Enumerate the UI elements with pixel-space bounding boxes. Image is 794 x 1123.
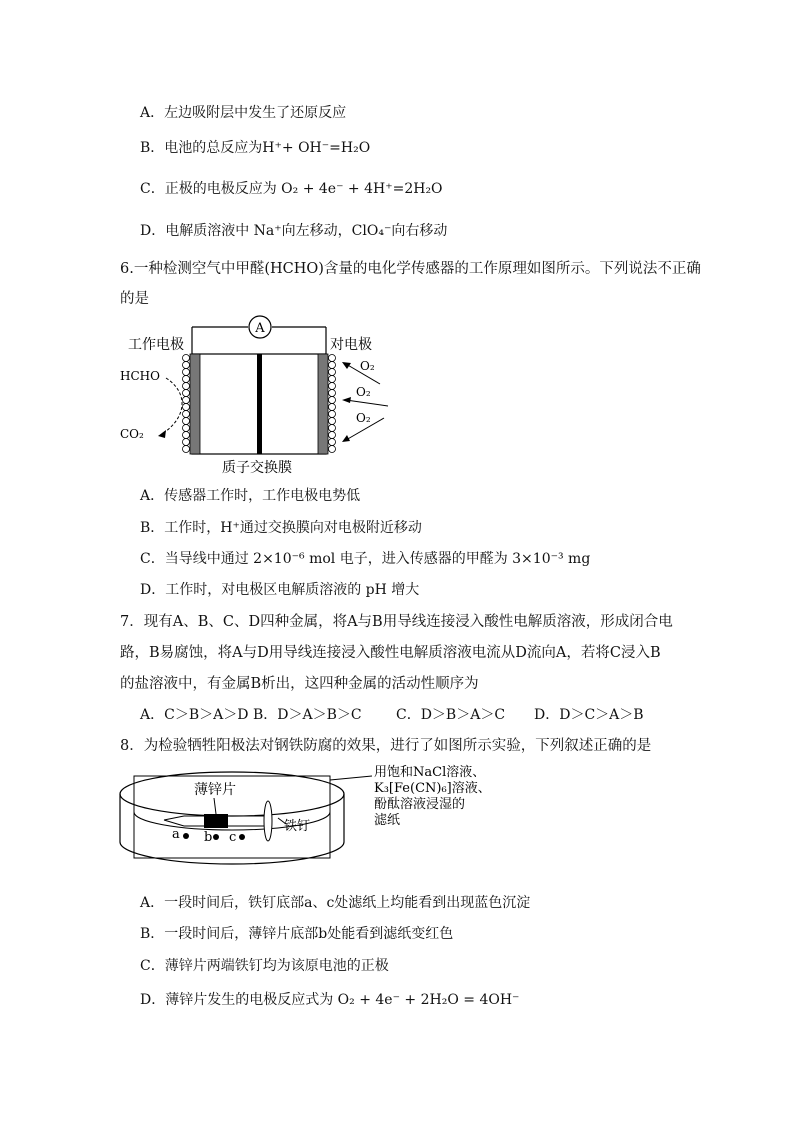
o2-label-bottom: O₂ [356,411,371,425]
point-c-label: c [229,830,237,845]
left-bead-column [183,355,190,453]
q7-option-d: D．D＞C＞A＞B [534,707,644,723]
q6-sensor-diagram [110,312,400,478]
q8-option-c: C．薄锌片两端铁钉均为该原电池的正极 [140,958,389,974]
point-a-dot [183,833,189,839]
working-electrode-label: 工作电极 [128,337,184,353]
paper-label-line3: 酚酞溶液浸湿的 [374,797,466,812]
paper-label-line1: 用饱和NaCl溶液、 [374,765,486,780]
q6-option-d: D．工作时，对电极区电解质溶液的 pH 增大 [140,582,420,598]
q6-stem-line2: 的是 [120,291,149,307]
q7-option-a: A．C＞B＞A＞D [140,707,249,723]
q7-option-b: B．D＞A＞B＞C [253,707,362,723]
nail-label: 铁钉 [284,819,311,834]
membrane-label: 质子交换膜 [222,460,292,476]
q5-option-a: A．左边吸附层中发生了还原反应 [140,105,347,121]
q6-option-a: A．传感器工作时，工作电极电势低 [140,488,361,504]
o2-label-middle: O₂ [356,385,371,399]
proton-exchange-membrane [257,354,262,454]
q8-stem: 8．为检验牺牲阳极法对钢铁防腐的效果，进行了如图所示实验，下列叙述正确的是 [120,738,652,754]
q5-option-d: D．电解质溶液中 Na⁺向左移动，ClO₄⁻向右移动 [140,223,448,239]
zinc-sheet [204,814,228,828]
q7-stem-line2: 路，B易腐蚀，将A与D用导线连接浸入酸性电解质溶液电流从D流向A，若将C浸入B [120,645,661,661]
q7-stem-line3: 的盐溶液中，有金属B析出，这四种金属的活动性顺序为 [120,676,479,692]
point-a-label: a [172,827,180,842]
right-bead-column [329,355,336,453]
paper-label-line2: K₃[Fe(CN)₆]溶液、 [374,781,491,796]
co2-label: CO₂ [120,427,144,441]
q6-option-b: B．工作时，H⁺通过交换膜向对电极附近移动 [140,520,422,536]
counter-electrode-label: 对电极 [330,337,372,353]
paper-label-line4: 滤纸 [374,813,401,828]
o2-label-top: O₂ [360,359,375,373]
zinc-label: 薄锌片 [194,782,236,798]
hcho-label: HCHO [120,369,160,383]
q8-experiment-diagram [116,764,496,876]
q6-stem-line1: 6.一种检测空气中甲醛(HCHO)含量的电化学传感器的工作原理如图所示。下列说法不正确 [120,261,701,277]
q5-option-b: B．电池的总反应为H⁺+ OH⁻=H₂O [140,140,371,156]
ammeter-label: A [255,321,265,336]
q8-option-a: A．一段时间后，铁钉底部a、c处滤纸上均能看到出现蓝色沉淀 [140,895,531,911]
q7-stem-line1: 7．现有A、B、C、D四种金属，将A与B用导线连接浸入酸性电解质溶液，形成闭合电 [120,614,673,630]
q8-option-d: D．薄锌片发生的电极反应式为 O₂ + 4e⁻ + 2H₂O = 4OH⁻ [140,992,520,1008]
hcho-to-co2-arrow [162,378,182,434]
point-b-dot [213,834,219,840]
q8-option-b: B．一段时间后，薄锌片底部b处能看到滤纸变红色 [140,926,454,942]
q6-option-c: C．当导线中通过 2×10⁻⁶ mol 电子，进入传感器的甲醛为 3×10⁻³ mg [140,551,591,567]
point-c-dot [239,834,245,840]
counter-electrode [318,354,328,454]
point-b-label: b [204,830,213,845]
working-electrode [190,354,200,454]
q5-option-c: C．正极的电极反应为 O₂ + 4e⁻ + 4H⁺=2H₂O [140,181,443,197]
q7-option-c: C．D＞B＞A＞C [396,707,506,723]
